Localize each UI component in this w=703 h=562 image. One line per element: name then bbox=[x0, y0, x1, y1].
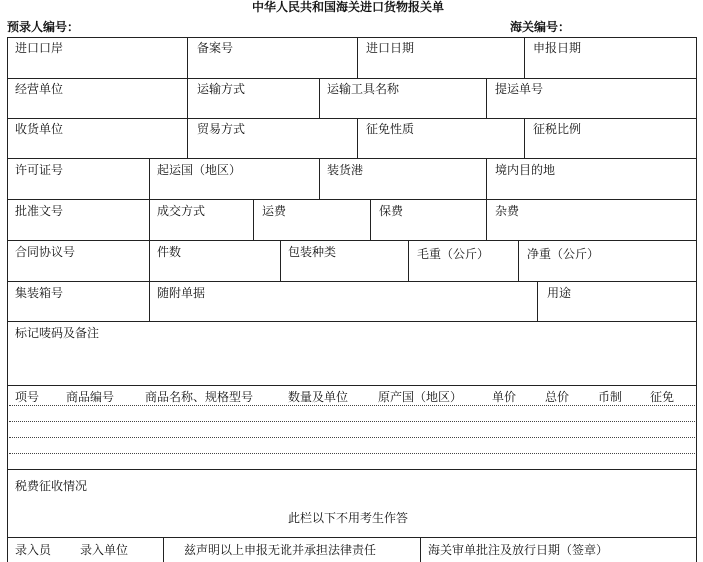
rule bbox=[7, 281, 697, 282]
label-net-weight: 净重（公斤） bbox=[527, 247, 600, 261]
rule bbox=[357, 118, 358, 158]
label-declare-date: 申报日期 bbox=[533, 41, 582, 55]
rule bbox=[357, 37, 358, 78]
rule bbox=[149, 240, 150, 281]
goods-header-total: 总价 bbox=[545, 390, 570, 404]
goods-header-name: 商品名称、规格型号 bbox=[145, 390, 254, 404]
goods-line bbox=[9, 437, 695, 438]
goods-header-origin: 原产国（地区） bbox=[378, 390, 463, 404]
label-tax-section: 税费征收情况 bbox=[15, 479, 88, 493]
label-entry-unit: 录入单位 bbox=[80, 543, 129, 557]
rule bbox=[524, 37, 525, 78]
rule bbox=[7, 118, 697, 119]
form-title: 中华人民共和国海关进口货物报关单 bbox=[252, 0, 445, 14]
goods-header-quantity: 数量及单位 bbox=[288, 390, 349, 404]
label-import-date: 进口日期 bbox=[366, 41, 415, 55]
label-deal-mode: 成交方式 bbox=[157, 204, 206, 218]
rule bbox=[7, 78, 697, 79]
rule bbox=[370, 199, 371, 240]
label-gross-weight: 毛重（公斤） bbox=[417, 247, 490, 261]
rule bbox=[420, 537, 421, 562]
rule bbox=[7, 321, 697, 322]
goods-header-unit-price: 单价 bbox=[492, 390, 517, 404]
label-entry-clerk: 录入员 bbox=[15, 543, 52, 557]
label-approval-no: 批准文号 bbox=[15, 204, 64, 218]
label-tax-ratio: 征税比例 bbox=[533, 122, 582, 136]
exam-note: 此栏以下不用考生作答 bbox=[288, 511, 409, 525]
goods-header-exemption: 征免 bbox=[650, 390, 675, 404]
goods-line bbox=[9, 421, 695, 422]
goods-header-code: 商品编号 bbox=[66, 390, 115, 404]
rule bbox=[7, 158, 697, 159]
label-tax-nature: 征免性质 bbox=[366, 122, 415, 136]
rule bbox=[187, 37, 188, 78]
rule bbox=[7, 537, 697, 538]
label-freight: 运费 bbox=[262, 204, 287, 218]
goods-header-currency: 币制 bbox=[598, 390, 623, 404]
rule bbox=[7, 240, 697, 241]
label-consignee: 收货单位 bbox=[15, 122, 64, 136]
label-customs-approval: 海关审单批注及放行日期（签章） bbox=[428, 543, 609, 557]
label-destination: 境内目的地 bbox=[495, 163, 556, 177]
preparer-no-label: 预录人编号： bbox=[7, 20, 80, 34]
label-attached-docs: 随附单据 bbox=[157, 286, 206, 300]
rule bbox=[187, 118, 188, 158]
goods-header-item-no: 项号 bbox=[15, 390, 40, 404]
rule bbox=[486, 199, 487, 240]
label-container-no: 集装箱号 bbox=[15, 286, 64, 300]
rule bbox=[149, 281, 150, 321]
rule bbox=[537, 281, 538, 321]
label-contract-no: 合同协议号 bbox=[15, 245, 76, 259]
label-package-type: 包装种类 bbox=[288, 245, 337, 259]
label-declaration: 兹声明以上申报无讹并承担法律责任 bbox=[184, 543, 377, 557]
rule bbox=[319, 78, 320, 118]
goods-line bbox=[9, 453, 695, 454]
label-misc-fee: 杂费 bbox=[495, 204, 520, 218]
label-pieces: 件数 bbox=[157, 245, 182, 259]
rule bbox=[408, 240, 409, 281]
goods-line bbox=[9, 405, 695, 406]
rule bbox=[7, 469, 697, 470]
label-transport-name: 运输工具名称 bbox=[327, 82, 400, 96]
label-trade-mode: 贸易方式 bbox=[197, 122, 246, 136]
label-usage: 用途 bbox=[547, 286, 572, 300]
rule bbox=[187, 78, 188, 118]
rule bbox=[7, 199, 697, 200]
label-origin-country: 起运国（地区） bbox=[157, 163, 242, 177]
rule bbox=[524, 118, 525, 158]
customs-no-label: 海关编号： bbox=[510, 20, 571, 34]
rule bbox=[518, 240, 519, 281]
rule bbox=[486, 158, 487, 199]
label-insurance: 保费 bbox=[379, 204, 404, 218]
form-frame bbox=[7, 37, 697, 562]
label-transport-mode: 运输方式 bbox=[197, 82, 246, 96]
rule bbox=[149, 199, 150, 240]
rule bbox=[319, 158, 320, 199]
label-marks: 标记唛码及备注 bbox=[15, 326, 100, 340]
rule bbox=[163, 537, 164, 562]
label-loading-port: 装货港 bbox=[327, 163, 364, 177]
label-record-no: 备案号 bbox=[197, 41, 234, 55]
label-port: 进口口岸 bbox=[15, 41, 64, 55]
rule bbox=[149, 158, 150, 199]
rule bbox=[486, 78, 487, 118]
label-license-no: 许可证号 bbox=[15, 163, 64, 177]
rule bbox=[253, 199, 254, 240]
label-operator: 经营单位 bbox=[15, 82, 64, 96]
label-bill-no: 提运单号 bbox=[495, 82, 544, 96]
rule bbox=[7, 385, 697, 386]
rule bbox=[280, 240, 281, 281]
